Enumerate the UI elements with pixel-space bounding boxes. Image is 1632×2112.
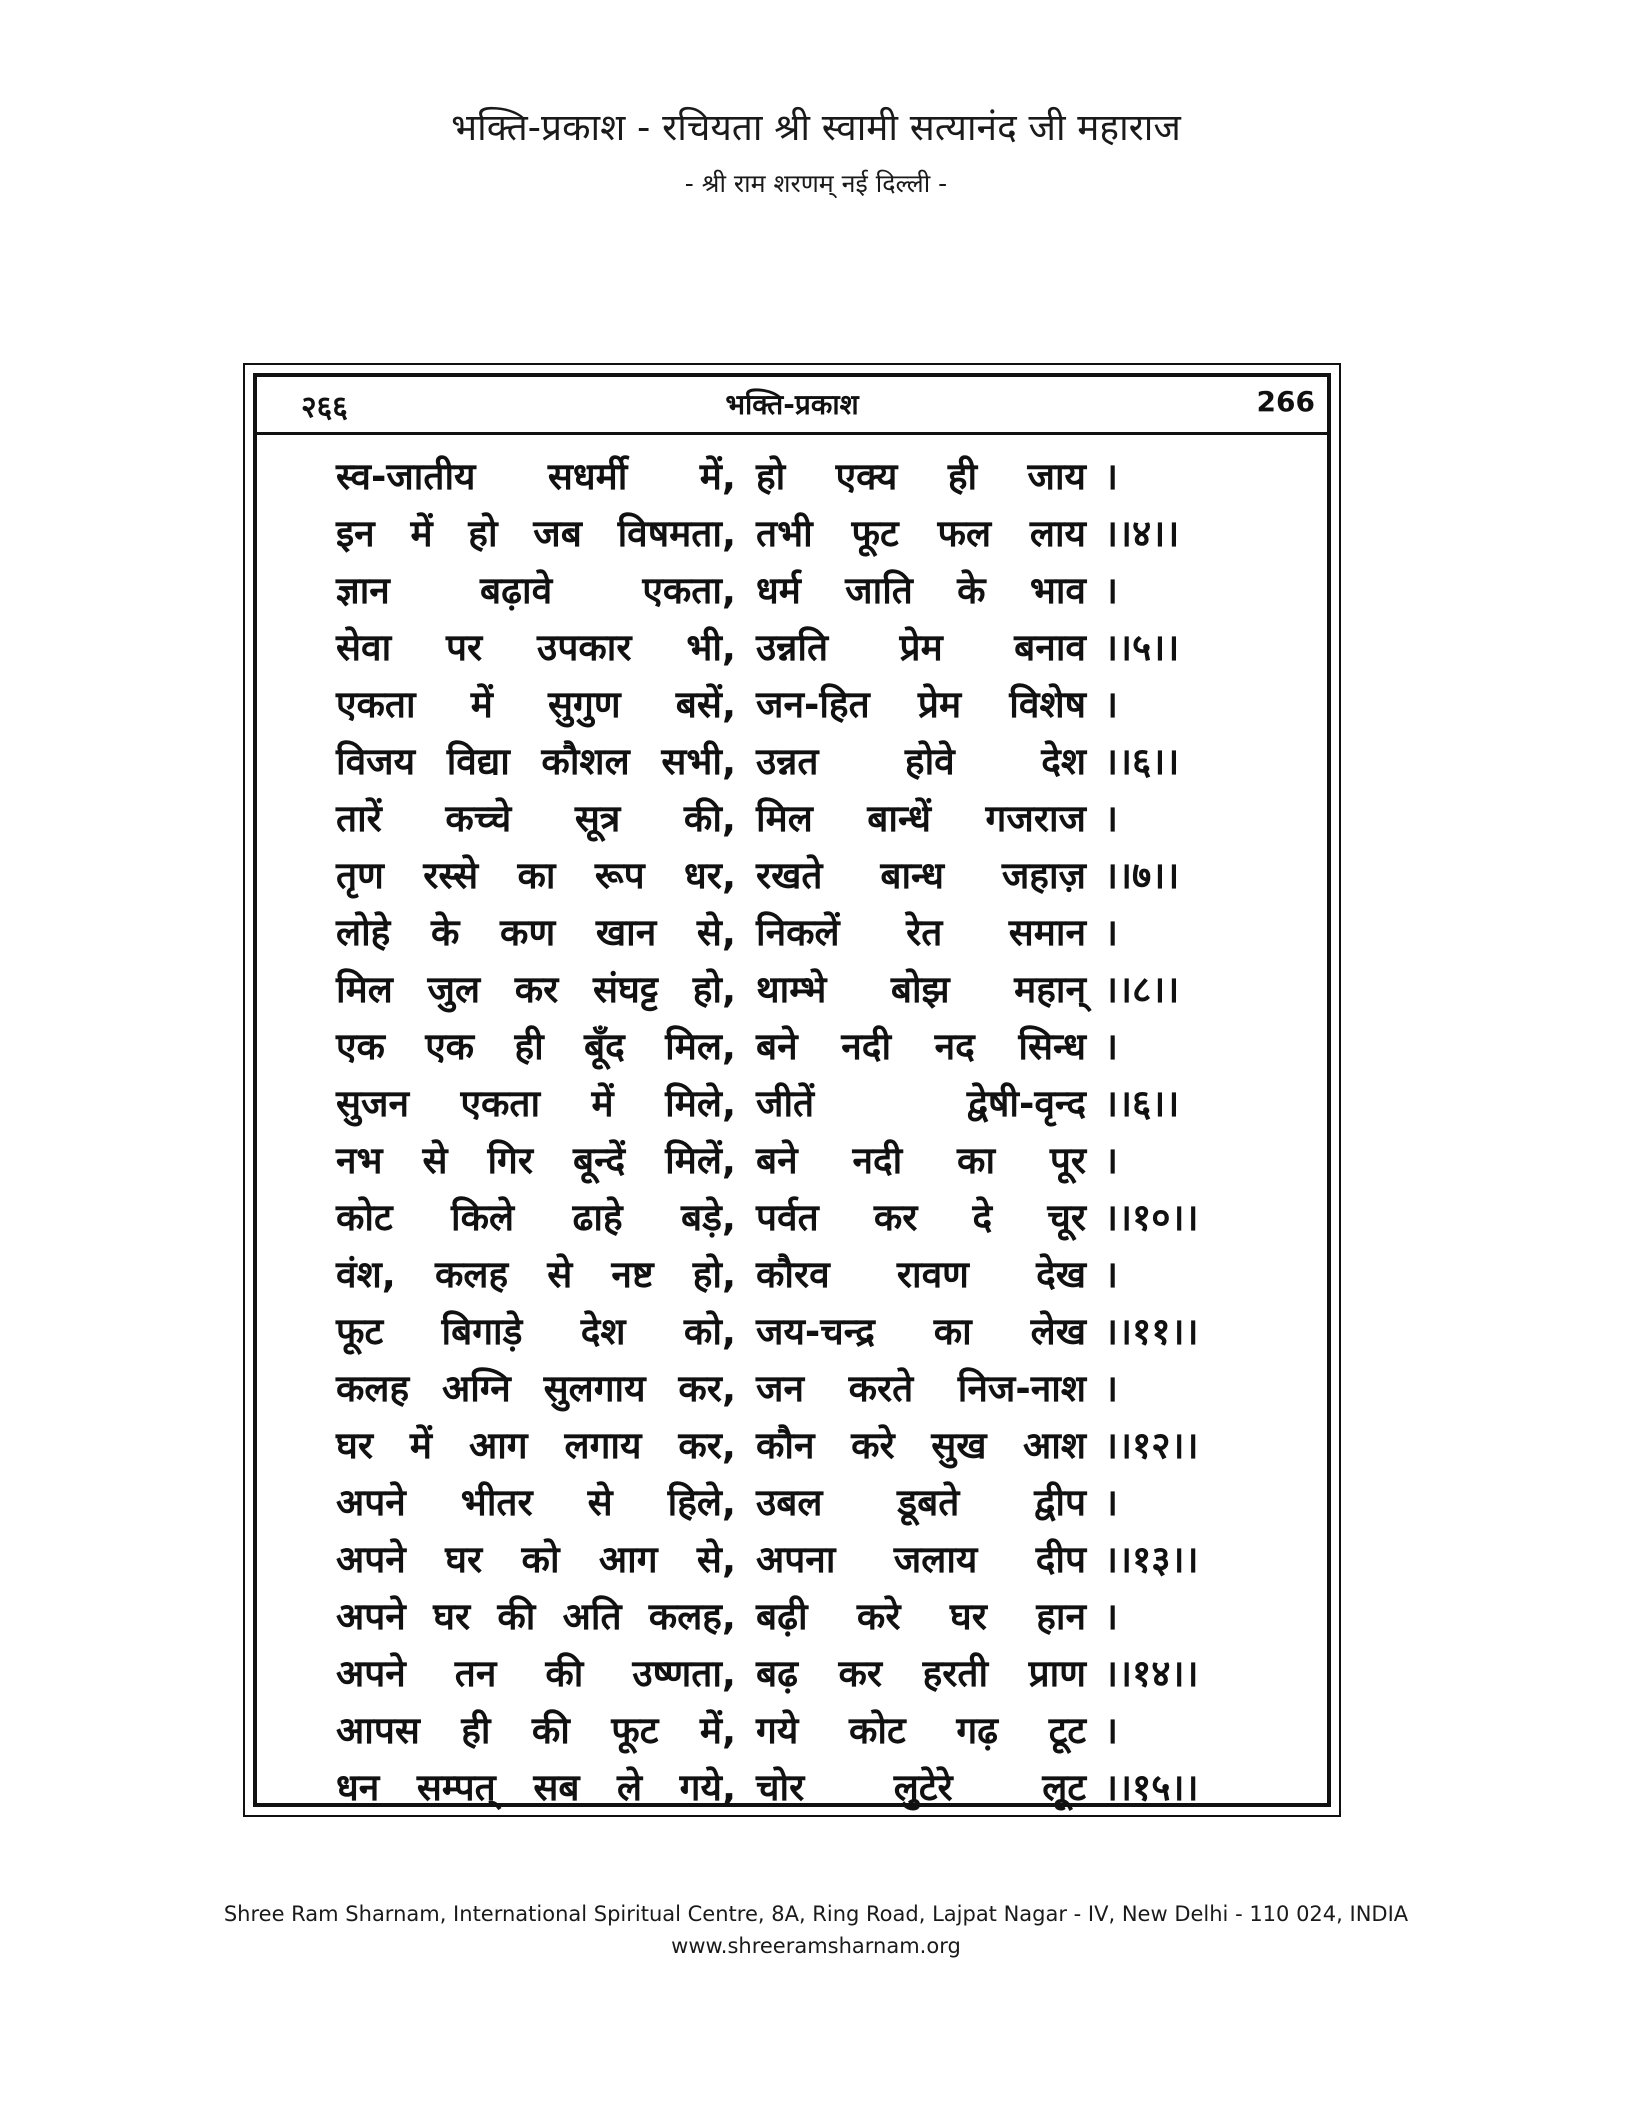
verse-second-half: गये कोट गढ़ टूट	[756, 1709, 1086, 1752]
verse-marker: ।	[1104, 911, 1119, 954]
verse-first-half: इन में हो जब विषमता,	[336, 512, 736, 555]
verse-line	[336, 1186, 1256, 1243]
footer-address: Shree Ram Sharnam, International Spiritual Centre, 8A, Ring Road, Lajpat Nagar - IV, New Delhi - 110 024, INDIA	[223, 1902, 1409, 1926]
verse-first-half: एक एक ही बूँद मिल,	[336, 1025, 736, 1068]
verse-marker: ।	[1104, 797, 1119, 840]
verse-first-half: आपस ही की फूट में,	[336, 1709, 736, 1752]
verse-second-half: अपना जलाय दीप	[756, 1538, 1086, 1581]
verse-marker: ।।१४।।	[1104, 1652, 1199, 1695]
verse-marker: ।।१५।।	[1104, 1766, 1199, 1809]
verse-first-half: घर में आग लगाय कर,	[336, 1424, 736, 1467]
verse-marker: ।।११।।	[1104, 1310, 1199, 1353]
verse-line	[336, 730, 1256, 787]
verse-first-half: स्व-जातीय सधर्मी में,	[336, 455, 736, 498]
verse-first-half: तृण रस्से का रूप धर,	[336, 854, 736, 897]
document-header-title: भक्ति-प्रकाश - रचियता श्री स्वामी सत्यानंद जी महाराज	[451, 106, 1181, 149]
verse-line	[336, 901, 1256, 958]
verse-second-half: उबल डूबते द्वीप	[756, 1481, 1086, 1524]
verse-first-half: अपने घर को आग से,	[336, 1538, 736, 1581]
verse-line	[336, 1357, 1256, 1414]
verse-line	[336, 616, 1256, 673]
verse-marker: ।।५।।	[1104, 626, 1180, 669]
verse-line	[336, 1642, 1256, 1699]
verse-line	[336, 1015, 1256, 1072]
verse-first-half: सुजन एकता में मिले,	[336, 1082, 736, 1125]
verse-line	[336, 1414, 1256, 1471]
verse-line	[336, 1699, 1256, 1756]
verse-line	[336, 445, 1256, 502]
verse-marker: ।	[1104, 1709, 1119, 1752]
verse-marker: ।	[1104, 1481, 1119, 1524]
verse-marker: ।	[1104, 1139, 1119, 1182]
page-running-head	[257, 377, 1327, 431]
verse-line	[336, 1129, 1256, 1186]
verse-second-half: जन करते निज-नाश	[756, 1367, 1086, 1410]
verse-first-half: विजय विद्या कौशल सभी,	[336, 740, 736, 783]
verse-list	[336, 445, 1256, 1813]
verse-second-half: पर्वत कर दे चूर	[756, 1196, 1086, 1239]
verse-marker: ।	[1104, 569, 1119, 612]
verse-second-half: उन्नति प्रेम बनाव	[756, 626, 1086, 669]
verse-second-half: जन-हित प्रेम विशेष	[756, 683, 1086, 726]
verse-second-half: जीतें द्वेषी-वृन्द	[756, 1082, 1086, 1125]
verse-first-half: सेवा पर उपकार भी,	[336, 626, 736, 669]
verse-second-half: थाम्भे बोझ महान्	[756, 968, 1086, 1011]
verse-first-half: ज्ञान बढ़ावे एकता,	[336, 569, 736, 612]
verse-marker: ।।४।।	[1104, 512, 1180, 555]
running-title: भक्ति-प्रकाश	[725, 388, 859, 421]
verse-line	[336, 1756, 1256, 1813]
verse-first-half: नभ से गिर बून्दें मिलें,	[336, 1139, 736, 1182]
verse-marker: ।।८।।	[1104, 968, 1180, 1011]
verse-marker: ।।६।।	[1104, 1082, 1180, 1125]
verse-first-half: लोहे के कण खान से,	[336, 911, 736, 954]
verse-second-half: कौन करे सुख आश	[756, 1424, 1086, 1467]
verse-second-half: बने नदी का पूर	[756, 1139, 1086, 1182]
verse-second-half: मिल बान्धें गजराज	[756, 797, 1086, 840]
verse-line	[336, 1243, 1256, 1300]
verse-first-half: फूट बिगाड़े देश को,	[336, 1310, 736, 1353]
verse-first-half: कोट किले ढाहे बड़े,	[336, 1196, 736, 1239]
verse-second-half: बढ़ी करे घर हान	[756, 1595, 1086, 1638]
verse-first-half: धन सम्पत् सब ले गये,	[336, 1766, 736, 1809]
verse-marker: ।	[1104, 683, 1119, 726]
verse-marker: ।	[1104, 455, 1119, 498]
verse-line	[336, 1528, 1256, 1585]
verse-marker: ।।६।।	[1104, 740, 1180, 783]
verse-second-half: निकलें रेत समान	[756, 911, 1086, 954]
verse-marker: ।	[1104, 1253, 1119, 1296]
verse-second-half: बने नदी नद सिन्ध	[756, 1025, 1086, 1068]
verse-marker: ।।७।।	[1104, 854, 1180, 897]
verse-second-half: हो एक्य ही जाय	[756, 455, 1086, 498]
verse-marker: ।।१३।।	[1104, 1538, 1199, 1581]
verse-first-half: कलह अग्नि सुलगाय कर,	[336, 1367, 736, 1410]
verse-first-half: अपने भीतर से हिले,	[336, 1481, 736, 1524]
verse-line	[336, 559, 1256, 616]
verse-first-half: मिल जुल कर संघट्ट हो,	[336, 968, 736, 1011]
verse-second-half: धर्म जाति के भाव	[756, 569, 1086, 612]
footer-website: www.shreeramsharnam.org	[671, 1934, 961, 1958]
verse-line	[336, 673, 1256, 730]
verse-second-half: उन्नत होवे देश	[756, 740, 1086, 783]
verse-line	[336, 1300, 1256, 1357]
verse-first-half: तारें कच्चे सूत्र की,	[336, 797, 736, 840]
verse-second-half: कौरव रावण देख	[756, 1253, 1086, 1296]
verse-marker: ।	[1104, 1367, 1119, 1410]
verse-marker: ।।१२।।	[1104, 1424, 1199, 1467]
verse-line	[336, 502, 1256, 559]
verse-marker: ।।१०।।	[1104, 1196, 1199, 1239]
verse-first-half: वंश, कलह से नष्ट हो,	[336, 1253, 736, 1296]
verse-second-half: चोर लुटेरे लूट	[756, 1766, 1086, 1809]
document-header-subtitle: - श्री राम शरणम् नई दिल्ली -	[684, 169, 948, 198]
verse-line	[336, 1471, 1256, 1528]
verse-line	[336, 844, 1256, 901]
verse-second-half: तभी फूट फल लाय	[756, 512, 1086, 555]
verse-line	[336, 958, 1256, 1015]
verse-second-half: रखते बान्ध जहाज़	[756, 854, 1086, 897]
verse-first-half: एकता में सुगुण बसें,	[336, 683, 736, 726]
verse-first-half: अपने घर की अति कलह,	[336, 1595, 736, 1638]
verse-line	[336, 787, 1256, 844]
verse-line	[336, 1072, 1256, 1129]
verse-second-half: बढ़ कर हरती प्राण	[756, 1652, 1086, 1695]
verse-marker: ।	[1104, 1595, 1119, 1638]
page-number-devanagari: २६६	[301, 390, 348, 425]
verse-second-half: जय-चन्द्र का लेख	[756, 1310, 1086, 1353]
verse-marker: ।	[1104, 1025, 1119, 1068]
running-head-rule	[257, 432, 1327, 435]
verse-first-half: अपने तन की उष्णता,	[336, 1652, 736, 1695]
verse-line	[336, 1585, 1256, 1642]
page-number-arabic: 266	[1256, 385, 1315, 418]
